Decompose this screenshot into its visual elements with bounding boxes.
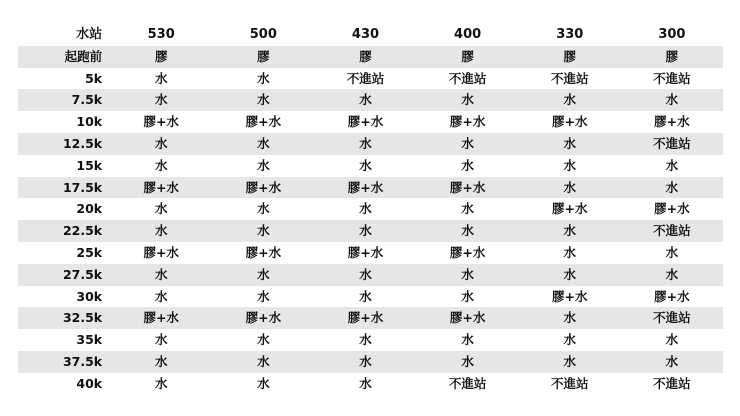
table-cell: 不進站 xyxy=(448,70,487,86)
table-cell: 水 xyxy=(314,89,416,111)
row-label: 22.5k xyxy=(18,220,110,242)
table-cell: 水 xyxy=(212,133,314,155)
table-cell: 水 xyxy=(519,264,621,286)
table-row xyxy=(18,373,723,395)
table-cell: 水 xyxy=(519,307,621,329)
table-cell: 水 xyxy=(154,375,168,391)
table-cell: 水 xyxy=(154,332,168,348)
table-cell: 水 xyxy=(665,157,679,173)
table-cell: 水 xyxy=(314,220,416,242)
column-header: 530 xyxy=(147,27,175,42)
table-row xyxy=(18,133,723,155)
table-cell: 膠+水 xyxy=(449,114,486,130)
table-cell: 膠 xyxy=(314,46,416,68)
table-cell: 水 xyxy=(212,220,314,242)
table-row xyxy=(18,177,723,199)
table-cell: 水 xyxy=(154,157,168,173)
table-row xyxy=(18,307,723,329)
table-cell: 膠+水 xyxy=(417,177,519,199)
row-label: 15k xyxy=(76,157,103,173)
table-cell: 水 xyxy=(417,220,519,242)
column-header: 330 xyxy=(556,27,584,42)
table-cell: 水 xyxy=(212,351,314,373)
table-cell: 水 xyxy=(665,332,679,348)
table-cell: 膠+水 xyxy=(110,177,212,199)
table-row xyxy=(18,111,723,133)
table-cell: 水 xyxy=(621,177,723,199)
table-cell: 膠+水 xyxy=(110,307,212,329)
table-cell: 水 xyxy=(563,157,577,173)
table-row xyxy=(18,198,723,220)
table-cell: 不進站 xyxy=(621,220,723,242)
table-cell: 水 xyxy=(621,89,723,111)
row-label: 30k xyxy=(76,288,103,304)
table-cell: 水 xyxy=(314,264,416,286)
table-cell: 水 xyxy=(154,70,168,86)
table-cell: 不進站 xyxy=(653,70,691,86)
row-label: 35k xyxy=(76,332,103,348)
table-cell: 膠+水 xyxy=(347,244,384,260)
table-row xyxy=(18,286,723,308)
column-header: 430 xyxy=(351,27,380,42)
table-row xyxy=(18,220,723,242)
row-label: 起跑前 xyxy=(18,46,110,68)
row-label: 10k xyxy=(76,114,103,130)
corner-header: 水站 xyxy=(76,27,103,42)
column-header: 500 xyxy=(249,27,277,42)
table-cell: 水 xyxy=(314,133,416,155)
table-cell: 不進站 xyxy=(346,70,385,86)
table-cell: 膠 xyxy=(621,46,723,68)
row-label: 17.5k xyxy=(18,177,110,199)
table-cell: 水 xyxy=(417,351,519,373)
table-cell: 水 xyxy=(417,133,519,155)
header-row xyxy=(18,24,723,46)
table-cell: 水 xyxy=(519,220,621,242)
table-cell: 膠 xyxy=(519,46,621,68)
table-cell: 水 xyxy=(461,201,474,217)
table-cell: 水 xyxy=(417,264,519,286)
table-cell: 水 xyxy=(110,220,212,242)
table-cell: 膠+水 xyxy=(449,244,486,260)
table-cell: 水 xyxy=(461,332,474,348)
table-cell: 水 xyxy=(257,70,270,86)
table-cell: 膠+水 xyxy=(143,114,179,130)
table-row xyxy=(18,155,723,177)
table-cell: 水 xyxy=(314,351,416,373)
table-cell: 水 xyxy=(461,157,474,173)
table-cell: 不進站 xyxy=(621,133,723,155)
table-cell: 水 xyxy=(359,332,372,348)
table-row xyxy=(18,351,723,373)
table-cell: 水 xyxy=(519,177,621,199)
table-cell: 水 xyxy=(563,244,577,260)
table-cell: 水 xyxy=(257,288,270,304)
table-row xyxy=(18,329,723,351)
table-cell: 水 xyxy=(212,264,314,286)
table-row xyxy=(18,242,723,264)
table-cell: 水 xyxy=(665,244,679,260)
table-cell: 水 xyxy=(563,332,577,348)
table-cell: 水 xyxy=(461,288,474,304)
table-row xyxy=(18,89,723,111)
table-cell: 水 xyxy=(154,288,168,304)
table-row xyxy=(18,46,723,68)
table-cell: 膠+水 xyxy=(347,114,384,130)
column-header: 400 xyxy=(454,27,482,42)
table-cell: 膠 xyxy=(212,46,314,68)
table-cell: 水 xyxy=(621,351,723,373)
table-cell: 水 xyxy=(110,351,212,373)
column-header: 300 xyxy=(658,27,686,42)
table-cell: 不進站 xyxy=(621,307,723,329)
table-cell: 水 xyxy=(257,157,270,173)
row-label: 5k xyxy=(85,70,103,86)
table-row xyxy=(18,68,723,90)
table-cell: 膠+水 xyxy=(314,307,416,329)
row-label: 32.5k xyxy=(18,307,110,329)
table-cell: 水 xyxy=(110,133,212,155)
table-cell: 膠+水 xyxy=(212,177,314,199)
row-label: 7.5k xyxy=(18,89,110,111)
table-cell: 水 xyxy=(417,89,519,111)
table-cell: 膠+水 xyxy=(552,201,588,217)
row-label: 20k xyxy=(76,201,103,217)
table-cell: 膠 xyxy=(110,46,212,68)
table-cell: 水 xyxy=(257,332,270,348)
table-cell: 不進站 xyxy=(551,70,589,86)
row-label: 25k xyxy=(76,244,103,260)
row-label: 27.5k xyxy=(18,264,110,286)
table-cell: 膠+水 xyxy=(417,307,519,329)
table-cell: 膠+水 xyxy=(654,201,690,217)
table-cell: 水 xyxy=(110,89,212,111)
table-cell: 膠+水 xyxy=(654,114,690,130)
row-label: 37.5k xyxy=(18,351,110,373)
table-cell: 不進站 xyxy=(653,375,691,391)
table-cell: 水 xyxy=(621,264,723,286)
table-cell: 水 xyxy=(257,201,270,217)
water-station-table xyxy=(18,24,723,395)
table-cell: 水 xyxy=(519,351,621,373)
table-cell: 水 xyxy=(212,89,314,111)
table-cell: 水 xyxy=(519,133,621,155)
table-cell: 膠+水 xyxy=(245,244,282,260)
table-cell: 水 xyxy=(359,157,372,173)
table-cell: 不進站 xyxy=(448,375,487,391)
table-cell: 水 xyxy=(110,264,212,286)
table-cell: 水 xyxy=(519,89,621,111)
table-cell: 水 xyxy=(359,288,372,304)
table-cell: 水 xyxy=(257,375,270,391)
row-label: 12.5k xyxy=(18,133,110,155)
table-cell: 水 xyxy=(359,375,372,391)
table-cell: 膠+水 xyxy=(245,114,282,130)
table-row xyxy=(18,264,723,286)
table-cell: 膠+水 xyxy=(552,288,588,304)
table-cell: 水 xyxy=(359,201,372,217)
table-cell: 水 xyxy=(154,201,168,217)
table-cell: 膠+水 xyxy=(654,288,690,304)
table-cell: 膠+水 xyxy=(212,307,314,329)
row-label: 40k xyxy=(76,375,103,391)
table-cell: 膠+水 xyxy=(143,244,179,260)
table-cell: 膠 xyxy=(417,46,519,68)
table-cell: 不進站 xyxy=(551,375,589,391)
table-body xyxy=(18,46,723,395)
table-cell: 膠+水 xyxy=(552,114,588,130)
table-cell: 膠+水 xyxy=(314,177,416,199)
